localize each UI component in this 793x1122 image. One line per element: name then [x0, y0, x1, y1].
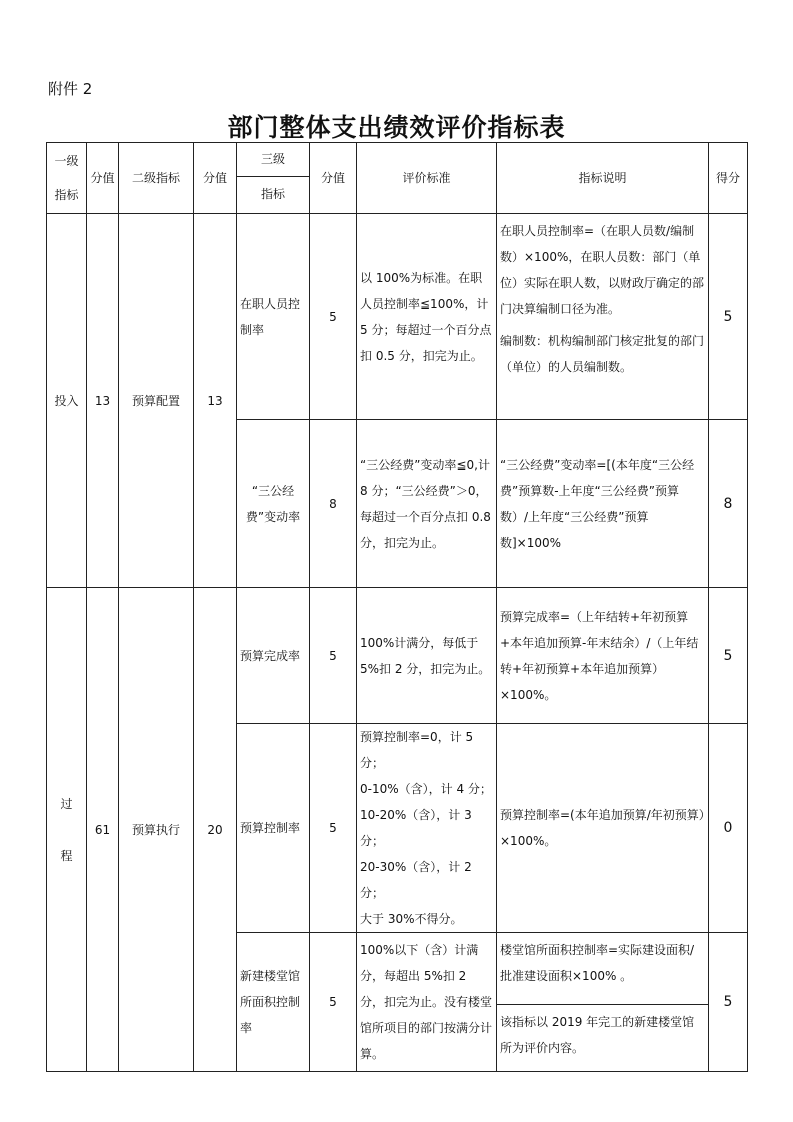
group-level2: 预算执行: [119, 588, 194, 1072]
header-level3-line2: 指标: [260, 187, 285, 201]
criteria-line: 20-30%（含），计 2 分；: [360, 860, 472, 900]
criteria-line: 预算控制率=0，计 5 分；: [360, 730, 474, 770]
group-level1: 投入: [47, 214, 87, 588]
row-description: [497, 933, 709, 1072]
group-level1-score: 61: [87, 588, 119, 1072]
header-score1: 分值: [87, 143, 119, 214]
row-description: 预算控制率=(本年追加预算/年初预算）×100%。: [497, 724, 709, 933]
row-criteria: 100%以下（含）计满分，每超出 5%扣 2 分，扣完为止。没有楼堂馆所项目的部门按满分计算。: [357, 933, 497, 1072]
criteria-line: 大于 30%不得分。: [360, 912, 463, 926]
criteria-line: 10-20%（含），计 3 分；: [360, 808, 472, 848]
header-level3-line1: 三级: [237, 143, 309, 177]
group-level1-line1: 过: [60, 796, 73, 811]
row-description-part2: 编制数：机构编制部门核定批复的部门（单位）的人员编制数。: [500, 334, 705, 374]
header-result: 得分: [709, 143, 748, 214]
header-description: 指标说明: [497, 143, 709, 214]
row-description: “三公经费”变动率=[(本年度“三公经费”预算数-上年度“三公经费”预算数）/上年度“三公经费”预算数]×100%: [497, 420, 709, 588]
row-result: 0: [709, 724, 748, 933]
row-description-part1: 在职人员控制率=（在职人员数/编制数）×100%，在职人员数：部门（单位）实际在职人数，以财政厅确定的部门决算编制口径为准。: [500, 224, 705, 316]
indicator-table: [46, 142, 748, 1072]
group-level1: [47, 588, 87, 1072]
row-score: 8: [310, 420, 357, 588]
group-level2: 预算配置: [119, 214, 194, 588]
criteria-line: 0-10%（含），计 4 分；: [360, 782, 492, 796]
header-level1-line2: 指标: [54, 188, 79, 202]
table-row: [47, 588, 748, 724]
group-level1-score: 13: [87, 214, 119, 588]
attachment-label: 附件 2: [48, 80, 93, 98]
header-level1-line1: 一级: [54, 154, 79, 168]
group-level2-score: 20: [194, 588, 237, 1072]
row-result: 8: [709, 420, 748, 588]
row-score: 5: [310, 724, 357, 933]
group-level1-line2: 程: [60, 848, 73, 863]
row-criteria: “三公经费”变动率≦0,计 8 分；“三公经费”＞0，每超过一个百分点扣 0.8 分，扣完为止。: [357, 420, 497, 588]
row-criteria: 以 100%为标准。在职人员控制率≦100%，计 5 分；每超过一个百分点扣 0.5 分，扣完为止。: [357, 214, 497, 420]
row-description: [497, 214, 709, 420]
row-indicator: 在职人员控制率: [237, 214, 310, 420]
page-title: 部门整体支出绩效评价指标表: [227, 113, 566, 142]
row-criteria: [357, 724, 497, 933]
row-indicator: “三公经费”变动率: [237, 420, 310, 588]
header-criteria: 评价标准: [357, 143, 497, 214]
row-indicator: 预算完成率: [237, 588, 310, 724]
group-level2-score: 13: [194, 214, 237, 588]
row-indicator: 新建楼堂馆所面积控制率: [237, 933, 310, 1072]
row-description-part2: 该指标以 2019 年完工的新建楼堂馆所为评价内容。: [500, 1014, 695, 1055]
row-score: 5: [310, 588, 357, 724]
row-score: 5: [310, 214, 357, 420]
header-level2: 二级指标: [119, 143, 194, 214]
row-result: 5: [709, 933, 748, 1072]
row-description: 预算完成率=（上年结转+年初预算+本年追加预算-年末结余）/（上年结转+年初预算+本年追加预算）×100%。: [497, 588, 709, 724]
header-level3: [237, 143, 310, 214]
header-score2: 分值: [194, 143, 237, 214]
header-level1: [47, 143, 87, 214]
row-description-part1: 楼堂馆所面积控制率=实际建设面积/批准建设面积×100% 。: [497, 933, 708, 1005]
table-row: [47, 214, 748, 420]
row-criteria: 100%计满分，每低于 5%扣 2 分，扣完为止。: [357, 588, 497, 724]
row-score: 5: [310, 933, 357, 1072]
row-indicator: 预算控制率: [237, 724, 310, 933]
row-result: 5: [709, 588, 748, 724]
table-header-row: [47, 143, 748, 214]
row-result: 5: [709, 214, 748, 420]
header-score3: 分值: [310, 143, 357, 214]
